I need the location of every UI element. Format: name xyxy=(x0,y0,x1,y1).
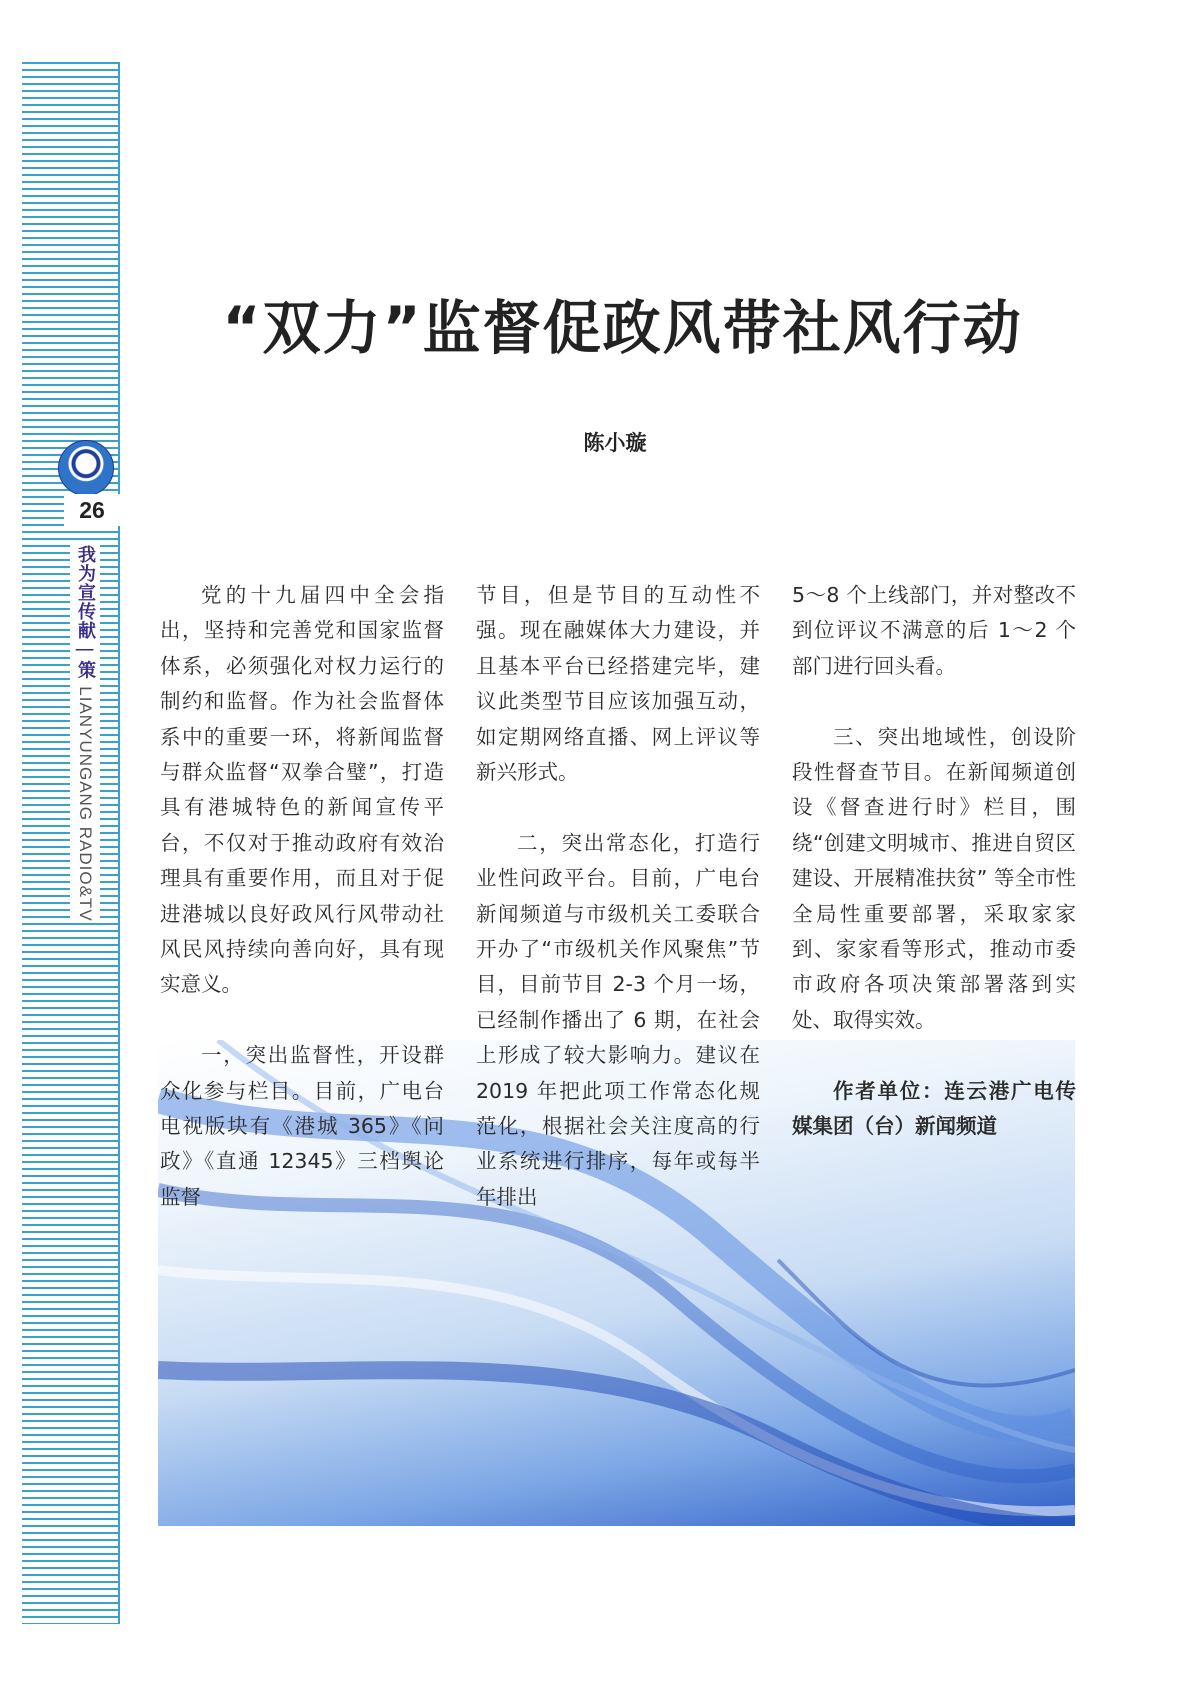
section-label xyxy=(70,545,100,922)
page-number: 26 xyxy=(64,494,120,526)
section-separator: | xyxy=(75,646,96,654)
paragraph: 二，突出常态化，打造行业性问政平台。目前，广电台新闻频道与市级机关工委联合开办了“市级机关作风聚焦”节目，目前节目 2-3 个月一场，已经制作播出了 6 期，在社会上形成了较大影响力。建议在 2019 年把此项工作常态化规范化，根据社会关注度高的行业系统进行排序，每年或每半年排出 xyxy=(476,830,760,1209)
text-column-2 xyxy=(476,578,760,1215)
text-column-3 xyxy=(792,578,1076,1144)
publication-name: LIANYUNGANG RADIO&TV xyxy=(76,686,95,922)
paragraph: 党的十九届四中全会指出，坚持和完善党和国家监督体系，必须强化对权力运行的制约和监督。作为社会监督体系中的重要一环，将新闻监督与群众监督“双拳合璧”，打造具有港城特色的新闻宣传平台，不仅对于推动政府有效治理具有重要作用，而且对于促进港城以良好政风行风带动社风民风持续向善向好，具有现实意义。 xyxy=(160,583,444,997)
paragraph-continuation: 5～8 个上线部门，并对整改不到位评议不满意的后 1～2 个部门进行回头看。 xyxy=(792,583,1076,678)
text-column-1 xyxy=(160,578,444,1215)
article-title: “双力”监督促政风带社风行动 xyxy=(222,294,1023,362)
author-affiliation: 作者单位：连云港广电传媒集团（台）新闻频道 xyxy=(792,1078,1076,1139)
paragraph-continuation: 节目，但是节目的互动性不强。现在融媒体大力建设，并且基本平台已经搭建完毕，建议此类型节目应该加强互动，如定期网络直播、网上评议等新兴形式。 xyxy=(476,583,760,785)
article-author: 陈小璇 xyxy=(583,431,647,455)
paragraph: 一，突出监督性，开设群众化参与栏目。目前，广电台电视版块有《港城 365》《问政》《直通 12345》三档舆论监督 xyxy=(160,1043,444,1209)
paragraph: 三、突出地域性，创设阶段性督查节目。在新闻频道创设《督查进行时》栏目，围绕“创建文明城市、推进自贸区建设、开展精准扶贫” 等全市性全局性重要部署，采取家家到、家家看等形式，推动市委市政府各项决策部署落到实处、取得实效。 xyxy=(792,724,1076,1032)
section-label-suffix: 策 xyxy=(75,660,96,680)
margin-stripe-edge xyxy=(118,62,120,1624)
section-label-text: 我为宣传献 xyxy=(75,545,96,640)
